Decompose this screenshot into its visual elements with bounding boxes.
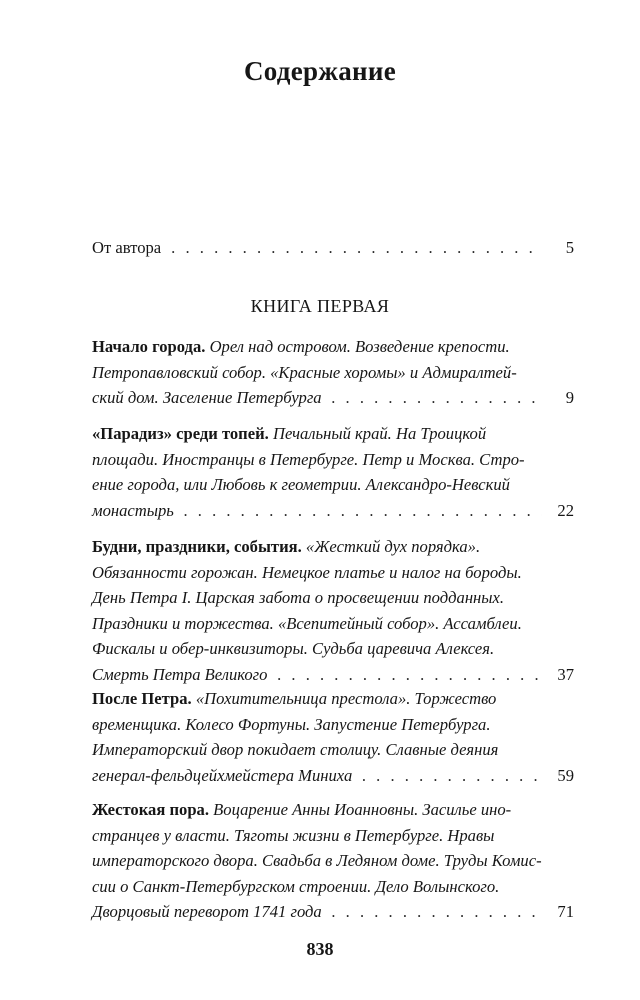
- chapter-subtitle: площади. Иностранцы в Петербурге. Петр и Москва. Стро-: [92, 449, 525, 469]
- chapter-title: «Парадиз» среди топей.: [92, 424, 269, 443]
- page-number: 5: [565, 238, 574, 257]
- chapter-title: Будни, праздники, события.: [92, 537, 302, 556]
- chapter-subtitle: сии о Санкт-Петербургском строении. Дело Волынского.: [92, 876, 500, 896]
- chapter-subtitle: Воцарение Анны Иоанновны. Засилье ино-: [213, 800, 512, 819]
- toc-entry-chapter-2[interactable]: [92, 421, 574, 523]
- dot-leader: [332, 899, 542, 925]
- page-title: Содержание: [243, 56, 397, 86]
- chapter-title: Жестокая пора.: [92, 800, 209, 819]
- chapter-subtitle: Дворцовый переворот 1741 года: [92, 902, 322, 921]
- toc-entry-chapter-5[interactable]: [92, 797, 574, 925]
- chapter-subtitle: День Петра I. Царская забота о просвещении подданных.: [92, 588, 505, 607]
- dot-leader: [277, 662, 542, 688]
- toc-entry-preface[interactable]: [92, 235, 574, 261]
- chapter-subtitle: «Похитительница престола». Торжество: [195, 689, 497, 708]
- page-number: 71: [557, 902, 574, 921]
- page-number: 22: [557, 500, 574, 520]
- chapter-subtitle: ение города, или Любовь к геометрии. Александро-Невский: [92, 475, 510, 494]
- page-number: 37: [557, 664, 574, 684]
- page-number: 59: [557, 765, 574, 785]
- chapter-subtitle: ский дом. Заселение Петербурга: [92, 388, 322, 407]
- page-folio-number: 838: [306, 939, 334, 959]
- dot-leader: [362, 763, 542, 789]
- chapter-subtitle: Фискалы и обер-инквизиторы. Судьба царевича Алексея.: [92, 639, 495, 658]
- page-number: 9: [565, 388, 574, 407]
- chapter-title: Начало города.: [92, 337, 206, 356]
- chapter-subtitle: Петропавловский собор. «Красные хоромы» и Адмиралтей-: [92, 362, 517, 382]
- dot-leader: [171, 235, 542, 261]
- chapter-subtitle: генерал-фельдцейхмейстера Миниха: [92, 765, 353, 785]
- chapter-title: После Петра.: [92, 689, 192, 708]
- chapter-subtitle: Смерть Петра Великого: [92, 664, 268, 684]
- toc-entry-chapter-4[interactable]: [92, 686, 574, 788]
- chapter-subtitle: странцев у власти. Тяготы жизни в Петербурге. Нравы: [92, 825, 495, 845]
- chapter-subtitle: монастырь: [92, 500, 174, 520]
- toc-entry-chapter-3[interactable]: [92, 534, 574, 687]
- chapter-subtitle: «Жесткий дух порядка».: [305, 537, 481, 556]
- book-heading: КНИГА ПЕРВАЯ: [250, 296, 390, 316]
- chapter-subtitle: императорского двора. Свадьба в Ледяном доме. Труды Комис-: [92, 851, 542, 870]
- chapter-subtitle: Орел над островом. Возведение крепости.: [209, 337, 510, 356]
- chapter-subtitle: Императорский двор покидает столицу. Славные деяния: [92, 740, 499, 759]
- chapter-subtitle: Печальный край. На Троицкой: [272, 424, 487, 443]
- toc-entry-chapter-1[interactable]: [92, 334, 574, 411]
- chapter-subtitle: Праздники и торжества. «Всепитейный собор». Ассамблеи.: [92, 613, 522, 633]
- dot-leader: [332, 385, 542, 411]
- entry-title: От автора: [92, 238, 162, 257]
- chapter-subtitle: временщика. Колесо Фортуны. Запустение Петербурга.: [92, 714, 491, 734]
- chapter-subtitle: Обязанности горожан. Немецкое платье и налог на бороды.: [92, 562, 522, 582]
- dot-leader: [184, 498, 542, 524]
